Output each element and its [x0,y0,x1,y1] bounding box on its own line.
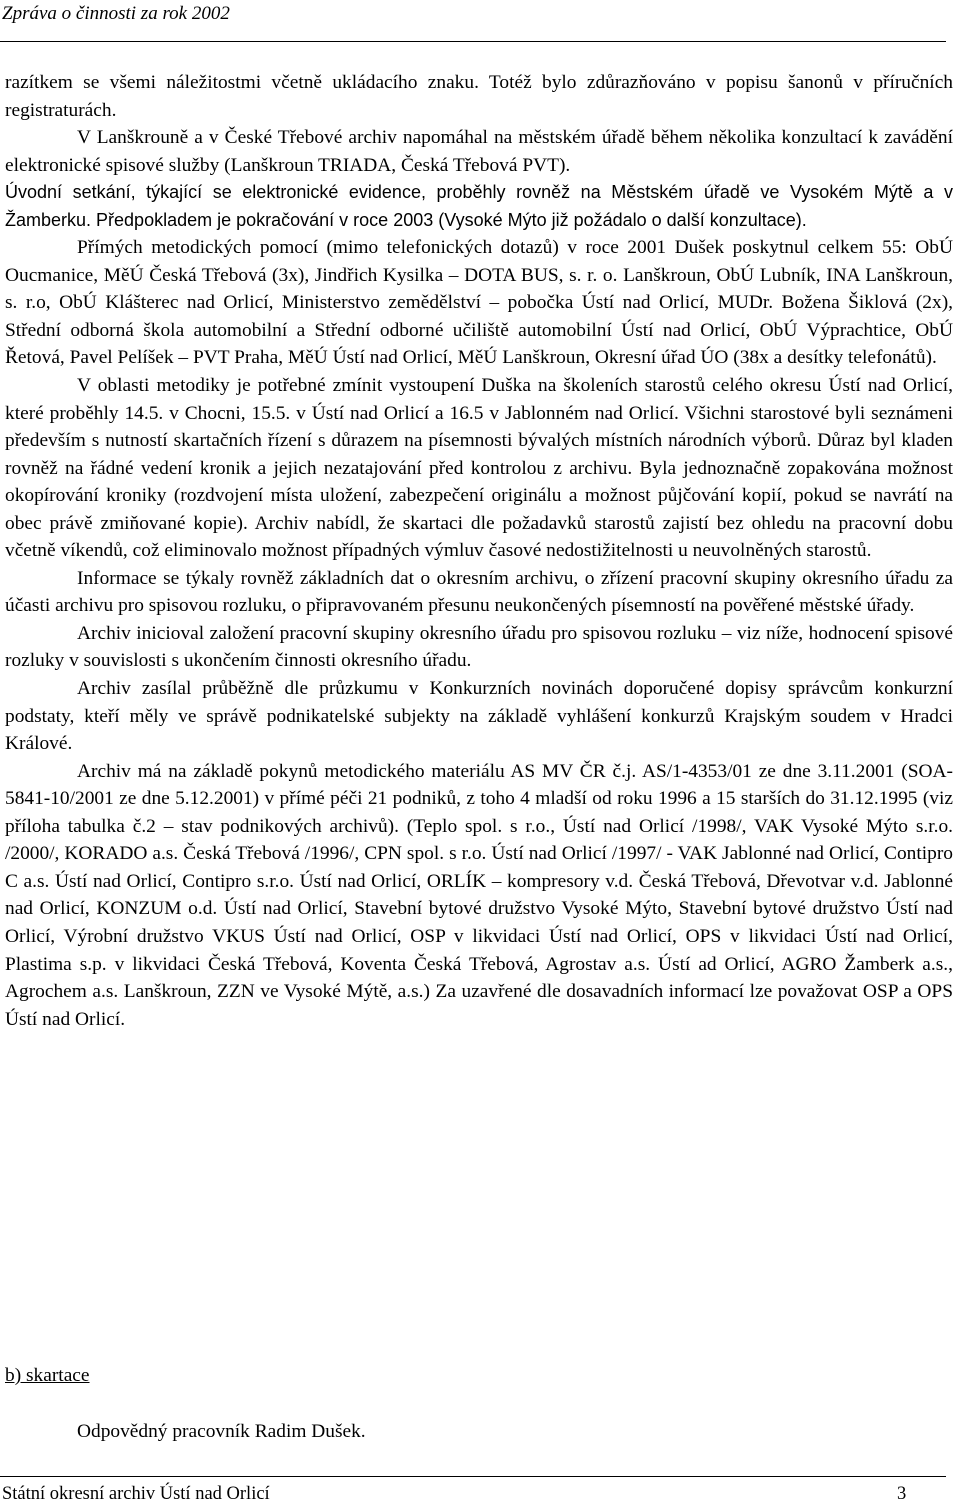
report-title: Zpráva o činnosti za rok 2002 [2,3,230,24]
paragraph-9: Archiv má na základě pokynů metodického materiálu AS MV ČR č.j. AS/1-4353/01 ze dne 3.11.2001 (SOA-5841-10/2001 ze dne 5.12.2001) v přímé péči 21 podniků, z toho 4 mladší od roku 1996 a 15 starších do 31.12.1995 (viz příloha tabulka č.2 – stav podnikových archivů). (Teplo spol. s r.o., Ústí nad Orlicí /1998/, VAK Vysoké Mýto s.r.o. /2000/, KORADO a.s. Česká Třebová /1996/, CPN spol. s r.o. Ústí nad Orlicí /1997/ - VAK Jablonné nad Orlicí, Contipro C a.s. Ústí nad Orlicí, Contipro s.r.o. Ústí nad Orlicí, ORLÍK – kompresory v.d. Česká Třebová, Dřevotvar v.d. Jablonné nad Orlicí, KONZUM o.d. Ústí nad Orlicí, Stavební bytové družstvo Vysoké Mýto, Stavební bytové družstvo Ústí nad Orlicí, Výrobní družstvo VKUS Ústí nad Orlicí, OSP v likvidaci Ústí nad Orlicí, OPS v likvidaci Ústí nad Orlicí, Plastima s.p. v likvidaci Česká Třebová, Koventa Česká Třebová, Agrostav a.s. Ústí ad Orlicí, AGRO Žamberk a.s., Agrochem a.s. Lanškroun, ZZN ve Vysoké Mýtě, a.s.) Za uzavřené dle dosavadních informací lze považovat OSP a OPS Ústí nad Orlicí. [5,760,953,1030]
paragraph-1: razítkem se všemi náležitostmi včetně ukládacího znaku. Totéž bylo zdůrazňováno v popisu šanonů v příručních registraturách. [5,72,953,121]
paragraph-3-sans-text: Úvodní setkání, týkající se elektronické evidence, proběhly rovněž na Městském úřadě ve Vysokém Mýtě a v Žamberku. [5,182,953,230]
paragraph-3 [5,179,953,234]
paragraph-6: Informace se týkaly rovněž základních dat o okresním archivu, o zřízení pracovní skupiny okresního úřadu za účasti archivu pro spisovou rozluku, o připravovaném přesunu neukončených písemností na pověřené městské úřady. [5,567,953,617]
page-footer [0,1476,946,1507]
paragraph-5: V oblasti metodiky je potřebné zmínit vystoupení Duška na školeních starostů celého okresu Ústí nad Orlicí, které proběhly 14.5. v Chocni, 15.5. v Ústí nad Orlicí a 16.5 v Jablonném nad Orlicí. Všichni starostové byli seznámeni především s nutností skartačních řízení s důrazem na písemnosti bývalých místních národních výborů. Důraz byl kladen rovněž na řádné vedení kronik a jejich nezatajování před kontrolou z archivu. Byla jednoznačně zopakována možnost okopírování kroniky (rozdvojení místa uložení, zabezpečení originálu a možnost půjčování kopií, pokud se navrátí na obec právě zmiňované kopie). Archiv nabídl, že skartaci dle požadavků starostů zajistí bez ohledu na pracovní dobu včetně víkendů, což eliminovalo možnost případných výmluv časové nedostižitelnosti u neuvolněných starostů. [5,375,953,562]
paragraph-4: Přímých metodických pomocí (mimo telefonických dotazů) v roce 2001 Dušek poskytnul celkem 55: ObÚ Oucmanice, MěÚ Česká Třebová (3x), Jindřich Kysilka – DOTA BUS, s. r. o. Lanškroun, ObÚ Lubník, INA Lanškroun, s. r.o, ObÚ Klášterec nad Orlicí, Ministerstvo zemědělství – pobočka Ústí nad Orlicí, MUDr. Božena Šiklová (2x), Střední odborná škola automobilní a Střední odborné učiliště automobilní Ústí nad Orlicí, ObÚ Výprachtice, ObÚ Řetová, Pavel Pelíšek – PVT Praha, MěÚ Ústí nad Orlicí, MěÚ Lanškroun, Okresní úřad ÚO (38x a desítky telefonátů). [5,237,953,369]
document-body [5,69,953,1033]
page-header [0,0,946,42]
responsible-person: Odpovědný pracovník Radim Dušek. [77,1421,366,1442]
section-heading-skartace: b) skartace [5,1365,90,1386]
page-number: 3 [897,1484,907,1504]
paragraph-3-sans-text-continued: Předpokladem je pokračování v roce 2003 (Vysoké Mýto již požádalo o další konzultace). [91,209,807,230]
paragraph-2: V Lanškrouně a v České Třebové archiv napomáhal na městském úřadě během několika konzultací k zavádění elektronické spisové služby (Lanškroun TRIADA, Česká Třebová PVT). [5,127,953,176]
footer-organization: Státní okresní archiv Ústí nad Orlicí [2,1484,270,1504]
paragraph-7: Archiv inicioval založení pracovní skupiny okresního úřadu pro spisovou rozluku – viz níže, hodnocení spisové rozluky v souvislosti s ukončením činnosti okresního úřadu. [5,622,953,672]
paragraph-8: Archiv zasílal průběžně dle průzkumu v Konkurzních novinách doporučené dopisy správcům konkurzní podstaty, kteří měly ve správě podnikatelské subjekty na základě vyhlášení konkurzů Krajským soudem v Hradci Králové. [5,678,953,755]
